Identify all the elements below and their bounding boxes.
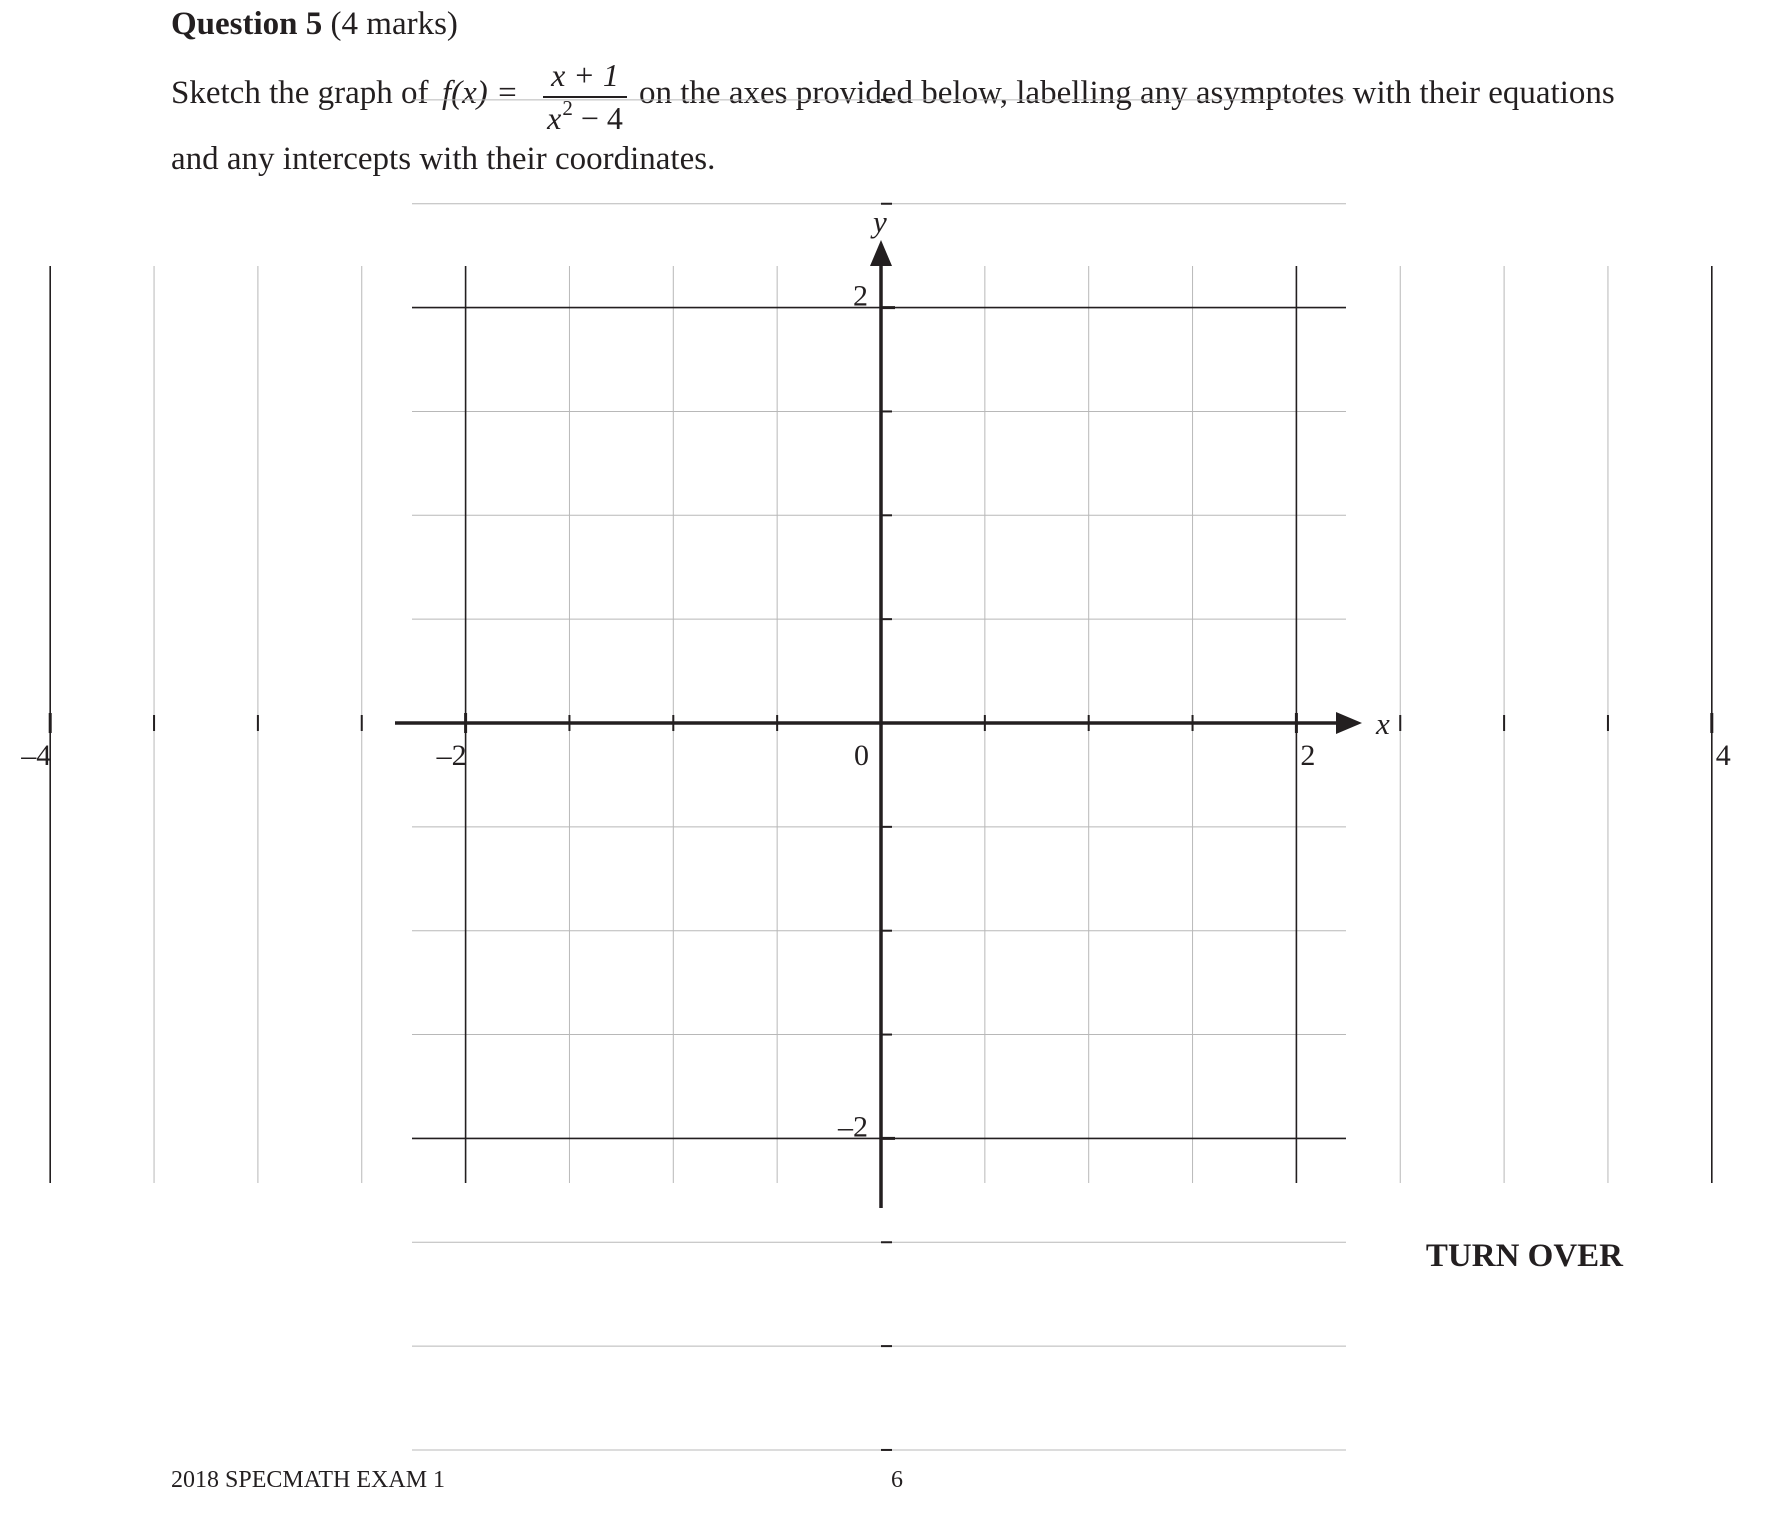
x-tick-label: –2 (436, 739, 467, 772)
page-number: 6 (891, 1467, 903, 1493)
question-text-after: on the axes provided below, labelling any asymptotes with their equations (639, 75, 1615, 111)
question-text-before: Sketch the graph of (171, 75, 429, 111)
question-label: Question 5 (171, 6, 323, 42)
question-marks: (4 marks) (330, 6, 458, 42)
exam-name: 2018 SPECMATH EXAM 1 (171, 1467, 446, 1493)
x-axis-label: x (1376, 706, 1390, 741)
axes (395, 240, 1362, 1208)
denominator-rest: − 4 (580, 100, 623, 136)
x-tick-label: 4 (1715, 739, 1731, 772)
x-tick-label: 2 (1300, 739, 1316, 772)
y-tick-label: –2 (838, 1110, 868, 1144)
y-axis-arrowhead (870, 240, 892, 266)
question-text-line-2: and any intercepts with their coordinates. (171, 141, 716, 177)
function-lhs: f(x) = (442, 75, 519, 111)
x-axis-arrowhead (1336, 712, 1362, 734)
turn-over-label: TURN OVER (1425, 1238, 1623, 1274)
y-tick-label: 2 (853, 279, 868, 313)
fraction-numerator: x + 1 (551, 57, 619, 93)
denominator-exponent: 2 (562, 96, 573, 120)
y-axis-label: y (873, 204, 887, 239)
denominator-variable: x (547, 100, 562, 136)
x-tick-label: 0 (854, 739, 869, 772)
x-tick-label: –4 (21, 739, 52, 772)
